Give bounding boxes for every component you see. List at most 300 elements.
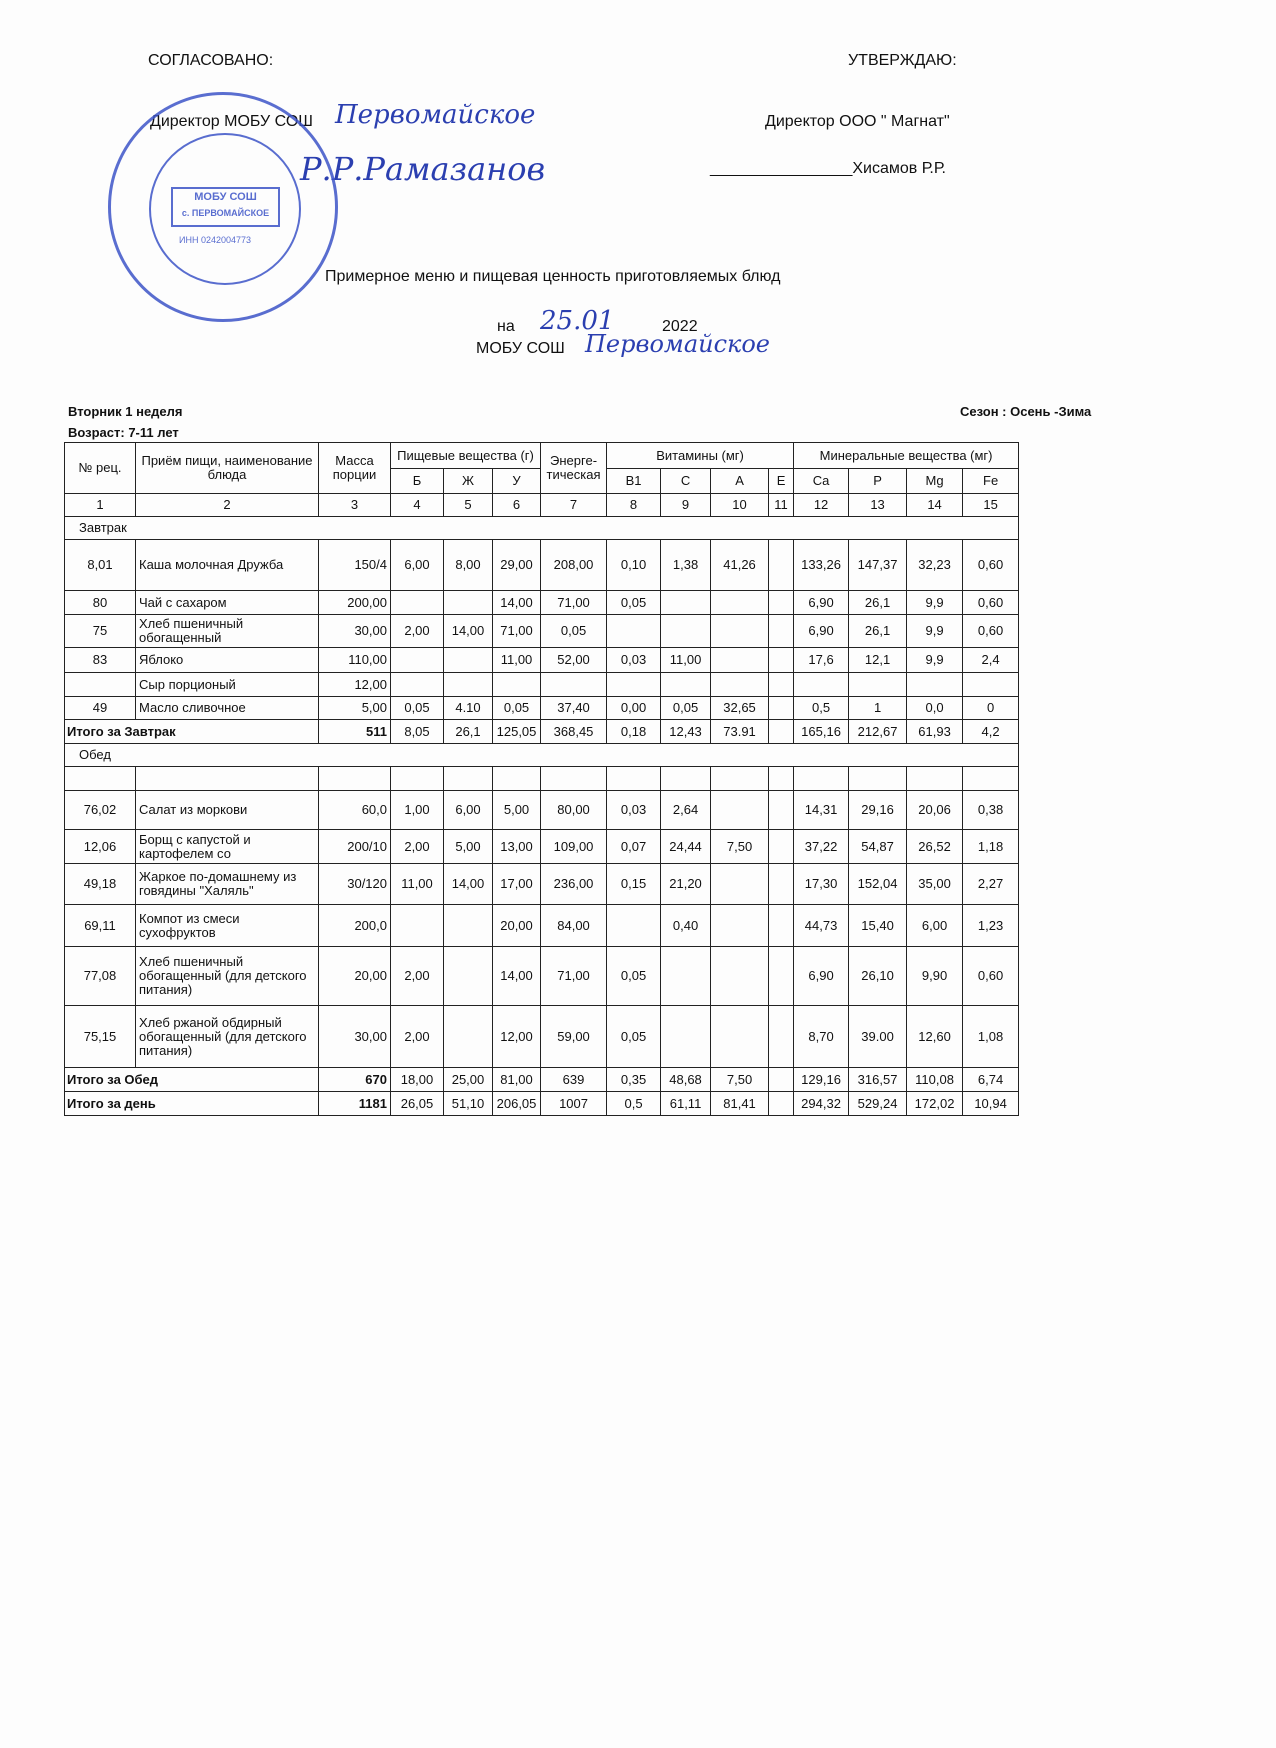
total-label: Итого за день: [65, 1092, 319, 1116]
season-label: Сезон : Осень -Зима: [960, 404, 1092, 419]
table-cell: [493, 673, 541, 697]
table-row: [65, 905, 1019, 947]
table-cell: [711, 1006, 769, 1068]
table-cell: [849, 673, 907, 697]
table-cell: 1,23: [963, 905, 1019, 947]
subheader-cell: Б: [391, 469, 444, 494]
confirm-label: УТВЕРЖДАЮ:: [848, 52, 957, 69]
table-cell: 30,00: [319, 615, 391, 648]
table-cell: 11,00: [493, 648, 541, 673]
table-cell: [607, 767, 661, 791]
table-cell: 152,04: [849, 864, 907, 905]
total-cell: 0,5: [607, 1092, 661, 1116]
total-cell: 18,00: [391, 1068, 444, 1092]
table-cell: 208,00: [541, 540, 607, 591]
total-cell: 1181: [319, 1092, 391, 1116]
school-stamp: [108, 92, 338, 322]
table-cell: 150/4: [319, 540, 391, 591]
column-number-row: [65, 494, 1019, 517]
table-cell: [769, 905, 794, 947]
date-prefix: на: [497, 318, 515, 335]
day-label: Вторник 1 неделя: [68, 404, 183, 419]
table-cell: 11,00: [661, 648, 711, 673]
table-cell: 6,90: [794, 947, 849, 1006]
table-cell: [607, 673, 661, 697]
col-nutrients: Пищевые вещества (г): [391, 443, 541, 469]
total-cell: 61,11: [661, 1092, 711, 1116]
document-title: Примерное меню и пищевая ценность приготовляемых блюд: [325, 268, 781, 285]
table-cell: 0,10: [607, 540, 661, 591]
column-number: 2: [136, 494, 319, 517]
total-cell: 110,08: [907, 1068, 963, 1092]
total-cell: 165,16: [794, 720, 849, 744]
total-cell: 670: [319, 1068, 391, 1092]
table-cell: [444, 591, 493, 615]
table-cell: 236,00: [541, 864, 607, 905]
table-cell: 14,00: [493, 947, 541, 1006]
table-cell: [661, 767, 711, 791]
table-cell: [963, 673, 1019, 697]
table-row: [65, 767, 1019, 791]
subheader-cell: У: [493, 469, 541, 494]
subheader-cell: В1: [607, 469, 661, 494]
total-label: Итого за Обед: [65, 1068, 319, 1092]
table-row: [65, 791, 1019, 830]
table-cell: [607, 905, 661, 947]
table-cell: 17,30: [794, 864, 849, 905]
table-cell: [541, 673, 607, 697]
table-cell: 84,00: [541, 905, 607, 947]
table-cell: 0,0: [907, 697, 963, 720]
table-cell: [65, 673, 136, 697]
table-cell: [711, 591, 769, 615]
dish-name: Хлеб ржаной обдирный обогащенный (для детского питания): [136, 1006, 319, 1068]
header-row: [65, 443, 1019, 469]
table-cell: 12,06: [65, 830, 136, 864]
table-cell: 41,26: [711, 540, 769, 591]
table-cell: [769, 1006, 794, 1068]
table-cell: 200,00: [319, 591, 391, 615]
table-cell: 9,9: [907, 615, 963, 648]
table-cell: 5,00: [444, 830, 493, 864]
dish-name: [136, 767, 319, 791]
table-cell: [769, 767, 794, 791]
table-row: [65, 947, 1019, 1006]
table-cell: 35,00: [907, 864, 963, 905]
table-cell: 2,00: [391, 615, 444, 648]
table-cell: [444, 905, 493, 947]
table-cell: 2,00: [391, 1006, 444, 1068]
total-cell: [769, 720, 794, 744]
table-cell: 60,0: [319, 791, 391, 830]
total-cell: 529,24: [849, 1092, 907, 1116]
col-vitamins: Витамины (мг): [607, 443, 794, 469]
table-cell: 1: [849, 697, 907, 720]
table-cell: 29,00: [493, 540, 541, 591]
table-cell: 109,00: [541, 830, 607, 864]
table-cell: [769, 697, 794, 720]
table-cell: 147,37: [849, 540, 907, 591]
table-cell: 0,05: [493, 697, 541, 720]
dish-name: Чай с сахаром: [136, 591, 319, 615]
total-cell: 26,1: [444, 720, 493, 744]
table-cell: [769, 830, 794, 864]
column-number: 15: [963, 494, 1019, 517]
subheader-cell: P: [849, 469, 907, 494]
col-minerals: Минеральные вещества (мг): [794, 443, 1019, 469]
table-cell: 0,40: [661, 905, 711, 947]
table-cell: [444, 947, 493, 1006]
subheader-cell: Mg: [907, 469, 963, 494]
stamp-place: с. ПЕРВОМАЙСКОЕ: [181, 208, 270, 218]
total-row: [65, 1092, 1019, 1116]
total-cell: 26,05: [391, 1092, 444, 1116]
table-cell: 2,27: [963, 864, 1019, 905]
table-cell: [319, 767, 391, 791]
table-cell: 0,07: [607, 830, 661, 864]
table-cell: 0,03: [607, 791, 661, 830]
table-cell: 21,20: [661, 864, 711, 905]
table-cell: 30/120: [319, 864, 391, 905]
table-cell: 200,0: [319, 905, 391, 947]
col-no: № рец.: [65, 443, 136, 494]
table-cell: 77,08: [65, 947, 136, 1006]
table-cell: 20,00: [493, 905, 541, 947]
table-cell: 133,26: [794, 540, 849, 591]
table-cell: 69,11: [65, 905, 136, 947]
total-cell: 294,32: [794, 1092, 849, 1116]
total-cell: 212,67: [849, 720, 907, 744]
subheader-cell: Fe: [963, 469, 1019, 494]
table-cell: [769, 615, 794, 648]
table-cell: 1,08: [963, 1006, 1019, 1068]
table-cell: [769, 791, 794, 830]
table-row: [65, 591, 1019, 615]
table-cell: 2,4: [963, 648, 1019, 673]
total-cell: 125,05: [493, 720, 541, 744]
table-cell: 44,73: [794, 905, 849, 947]
stamp-inn: ИНН 0242004773: [179, 235, 252, 245]
table-cell: 20,06: [907, 791, 963, 830]
section-title: Обед: [65, 744, 1019, 767]
section-title: Завтрак: [65, 517, 1019, 540]
dish-name: Каша молочная Дружба: [136, 540, 319, 591]
total-cell: 48,68: [661, 1068, 711, 1092]
table-cell: 11,00: [391, 864, 444, 905]
approved-label: СОГЛАСОВАНО:: [148, 52, 274, 69]
total-cell: 368,45: [541, 720, 607, 744]
total-cell: 6,74: [963, 1068, 1019, 1092]
table-cell: [711, 648, 769, 673]
table-cell: 200/10: [319, 830, 391, 864]
table-cell: 71,00: [541, 947, 607, 1006]
dish-name: Хлеб пшеничный обогащенный (для детского питания): [136, 947, 319, 1006]
table-cell: 14,00: [444, 615, 493, 648]
table-cell: 24,44: [661, 830, 711, 864]
table-cell: 0,05: [541, 615, 607, 648]
table-cell: 6,90: [794, 591, 849, 615]
right-signature-line: ________________Хисамов Р.Р.: [710, 160, 946, 177]
section-row: [65, 744, 1019, 767]
subheader-cell: Ca: [794, 469, 849, 494]
table-cell: [493, 767, 541, 791]
age-label: Возраст: 7-11 лет: [68, 425, 179, 440]
column-number: 4: [391, 494, 444, 517]
table-cell: 12,1: [849, 648, 907, 673]
table-cell: 76,02: [65, 791, 136, 830]
table-cell: 39.00: [849, 1006, 907, 1068]
table-cell: 1,38: [661, 540, 711, 591]
table-cell: 12,60: [907, 1006, 963, 1068]
table-cell: 0,05: [607, 591, 661, 615]
menu-table: [64, 442, 1019, 1116]
table-cell: 13,00: [493, 830, 541, 864]
column-number: 7: [541, 494, 607, 517]
table-cell: 32,23: [907, 540, 963, 591]
column-number: 10: [711, 494, 769, 517]
table-cell: [769, 540, 794, 591]
table-cell: [711, 947, 769, 1006]
table-cell: [391, 673, 444, 697]
table-cell: 14,31: [794, 791, 849, 830]
table-cell: [541, 767, 607, 791]
total-cell: 8,05: [391, 720, 444, 744]
total-cell: [769, 1092, 794, 1116]
column-number: 6: [493, 494, 541, 517]
table-cell: 17,6: [794, 648, 849, 673]
table-cell: 80: [65, 591, 136, 615]
table-cell: 4.10: [444, 697, 493, 720]
table-cell: 14,00: [493, 591, 541, 615]
total-cell: [769, 1068, 794, 1092]
table-cell: [907, 767, 963, 791]
subheader-cell: С: [661, 469, 711, 494]
table-cell: 15,40: [849, 905, 907, 947]
table-cell: 71,00: [493, 615, 541, 648]
table-cell: 2,64: [661, 791, 711, 830]
table-cell: 0,05: [607, 1006, 661, 1068]
table-cell: 49,18: [65, 864, 136, 905]
column-number: 8: [607, 494, 661, 517]
date-handwritten: 25.01: [540, 306, 615, 336]
school-prefix: МОБУ СОШ: [476, 340, 565, 357]
column-number: 3: [319, 494, 391, 517]
table-cell: 37,40: [541, 697, 607, 720]
total-cell: 81,41: [711, 1092, 769, 1116]
table-cell: 0,03: [607, 648, 661, 673]
table-row: [65, 697, 1019, 720]
total-cell: 0,35: [607, 1068, 661, 1092]
stamp-name: МОБУ СОШ: [194, 191, 257, 203]
table-cell: 1,18: [963, 830, 1019, 864]
table-cell: 52,00: [541, 648, 607, 673]
table-row: [65, 648, 1019, 673]
table-cell: [391, 905, 444, 947]
total-cell: 7,50: [711, 1068, 769, 1092]
table-cell: 71,00: [541, 591, 607, 615]
table-cell: 0,60: [963, 591, 1019, 615]
total-cell: 172,02: [907, 1092, 963, 1116]
table-cell: [661, 615, 711, 648]
table-cell: [391, 591, 444, 615]
total-cell: 4,2: [963, 720, 1019, 744]
table-row: [65, 1006, 1019, 1068]
column-number: 5: [444, 494, 493, 517]
table-cell: [711, 905, 769, 947]
table-cell: 14,00: [444, 864, 493, 905]
table-cell: [711, 791, 769, 830]
total-cell: 81,00: [493, 1068, 541, 1092]
table-cell: 0,05: [391, 697, 444, 720]
dish-name: Компот из смеси сухофруктов: [136, 905, 319, 947]
table-cell: [391, 648, 444, 673]
table-cell: 26,10: [849, 947, 907, 1006]
table-cell: 9,9: [907, 648, 963, 673]
table-cell: [444, 673, 493, 697]
table-cell: 9,90: [907, 947, 963, 1006]
table-cell: [607, 615, 661, 648]
total-cell: 51,10: [444, 1092, 493, 1116]
table-cell: [661, 673, 711, 697]
table-cell: 83: [65, 648, 136, 673]
subheader-cell: Ж: [444, 469, 493, 494]
table-cell: [769, 591, 794, 615]
table-cell: [794, 767, 849, 791]
table-cell: 8,00: [444, 540, 493, 591]
table-cell: 6,90: [794, 615, 849, 648]
table-cell: [391, 767, 444, 791]
table-cell: 6,00: [391, 540, 444, 591]
table-cell: 0,38: [963, 791, 1019, 830]
table-cell: [769, 947, 794, 1006]
table-row: [65, 540, 1019, 591]
table-cell: [65, 767, 136, 791]
table-cell: [963, 767, 1019, 791]
table-cell: [444, 1006, 493, 1068]
dish-name: Масло сливочное: [136, 697, 319, 720]
dish-name: Хлеб пшеничный обогащенный: [136, 615, 319, 648]
table-cell: 5,00: [493, 791, 541, 830]
left-position: Директор МОБУ СОШ: [150, 113, 313, 130]
total-cell: 206,05: [493, 1092, 541, 1116]
total-cell: 61,93: [907, 720, 963, 744]
dish-name: Борщ с капустой и картофелем со: [136, 830, 319, 864]
table-cell: 0,5: [794, 697, 849, 720]
table-cell: 0,00: [607, 697, 661, 720]
total-row: [65, 1068, 1019, 1092]
table-cell: [849, 767, 907, 791]
total-cell: 25,00: [444, 1068, 493, 1092]
table-row: [65, 864, 1019, 905]
table-cell: 6,00: [907, 905, 963, 947]
table-cell: [711, 615, 769, 648]
table-cell: 12,00: [493, 1006, 541, 1068]
table-cell: 8,70: [794, 1006, 849, 1068]
total-cell: 73.91: [711, 720, 769, 744]
school-handwritten: Первомайское: [585, 330, 771, 358]
table-cell: [794, 673, 849, 697]
table-cell: 17,00: [493, 864, 541, 905]
table-cell: 7,50: [711, 830, 769, 864]
date-year: 2022: [662, 318, 698, 335]
table-cell: [769, 673, 794, 697]
table-cell: 29,16: [849, 791, 907, 830]
table-cell: [769, 864, 794, 905]
total-cell: 316,57: [849, 1068, 907, 1092]
col-mass: Масса порции: [319, 443, 391, 494]
table-cell: 49: [65, 697, 136, 720]
dish-name: Сыр порционый: [136, 673, 319, 697]
section-row: [65, 517, 1019, 540]
table-cell: 1,00: [391, 791, 444, 830]
table-cell: [907, 673, 963, 697]
total-label: Итого за Завтрак: [65, 720, 319, 744]
table-cell: 6,00: [444, 791, 493, 830]
table-cell: 0,60: [963, 540, 1019, 591]
subheader-cell: А: [711, 469, 769, 494]
table-cell: 26,52: [907, 830, 963, 864]
table-cell: 110,00: [319, 648, 391, 673]
table-cell: [769, 648, 794, 673]
column-number: 11: [769, 494, 794, 517]
table-cell: 75: [65, 615, 136, 648]
table-cell: [444, 767, 493, 791]
column-number: 13: [849, 494, 907, 517]
table-cell: 0,05: [607, 947, 661, 1006]
table-cell: 0,15: [607, 864, 661, 905]
table-cell: 9,9: [907, 591, 963, 615]
column-number: 1: [65, 494, 136, 517]
table-cell: 5,00: [319, 697, 391, 720]
dish-name: Жаркое по-домашнему из говядины "Халяль": [136, 864, 319, 905]
table-cell: 12,00: [319, 673, 391, 697]
table-cell: 80,00: [541, 791, 607, 830]
table-cell: 54,87: [849, 830, 907, 864]
column-number: 12: [794, 494, 849, 517]
dish-name: Яблоко: [136, 648, 319, 673]
left-signature: Р.Р.Рамазанов: [300, 150, 546, 188]
col-energy: Энерге-тическая: [541, 443, 607, 494]
table-cell: [661, 1006, 711, 1068]
table-cell: [661, 591, 711, 615]
table-cell: 2,00: [391, 830, 444, 864]
subheader-cell: Е: [769, 469, 794, 494]
table-cell: 20,00: [319, 947, 391, 1006]
table-cell: 59,00: [541, 1006, 607, 1068]
total-cell: 10,94: [963, 1092, 1019, 1116]
dish-name: Салат из моркови: [136, 791, 319, 830]
handwritten-school: Первомайское: [335, 100, 536, 130]
total-cell: 0,18: [607, 720, 661, 744]
table-cell: [711, 673, 769, 697]
table-row: [65, 830, 1019, 864]
column-number: 9: [661, 494, 711, 517]
total-row: [65, 720, 1019, 744]
table-cell: 26,1: [849, 591, 907, 615]
table-cell: 75,15: [65, 1006, 136, 1068]
total-cell: 129,16: [794, 1068, 849, 1092]
total-cell: 1007: [541, 1092, 607, 1116]
table-cell: 0,05: [661, 697, 711, 720]
total-cell: 12,43: [661, 720, 711, 744]
table-cell: 26,1: [849, 615, 907, 648]
table-cell: 30,00: [319, 1006, 391, 1068]
table-cell: [661, 947, 711, 1006]
table-cell: 0,60: [963, 615, 1019, 648]
table-cell: 2,00: [391, 947, 444, 1006]
table-row: [65, 615, 1019, 648]
table-cell: 37,22: [794, 830, 849, 864]
